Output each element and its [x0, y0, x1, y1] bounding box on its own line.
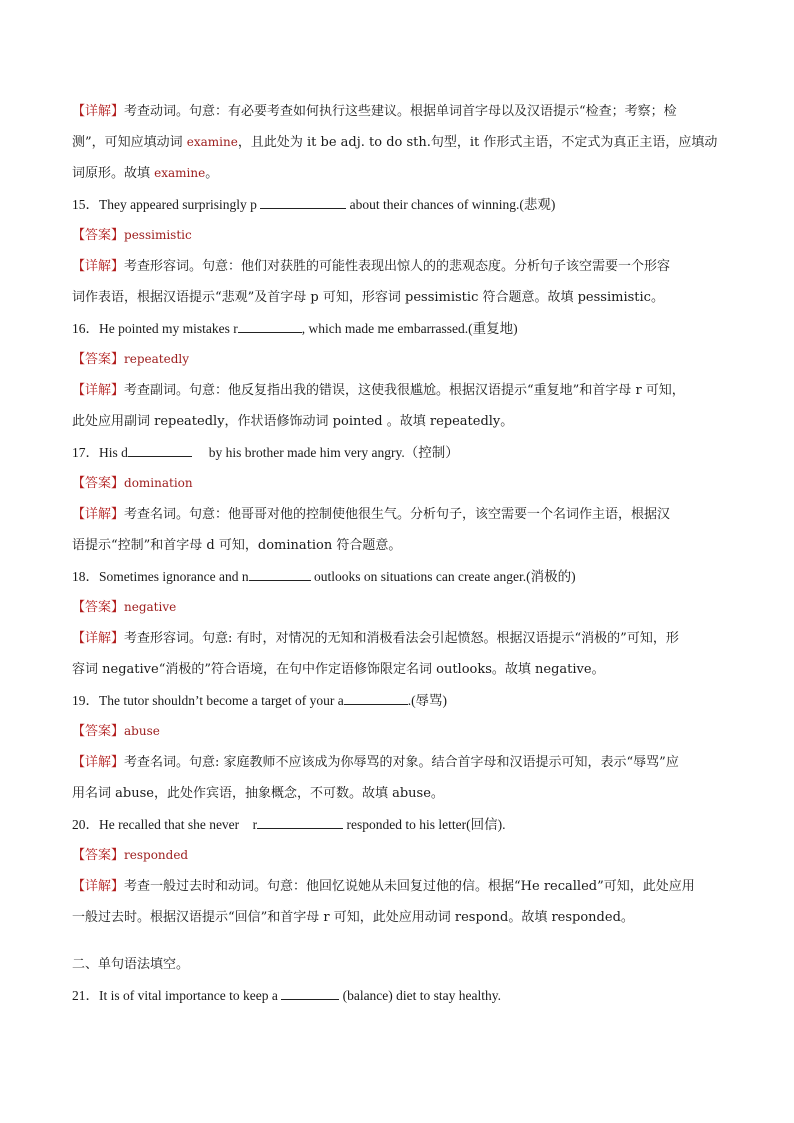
explanation-text: 考查形容词。句意: 有时，对情况的无知和消极看法会引起愤怒。根据汉语提示“消极的”可知，形 [124, 631, 679, 646]
detail-tag: 【详解】 [72, 507, 125, 522]
explanation-text: 词作表语，根据汉语提示“悲观”及首字母 p 可知，形容词 pessimistic 符合题意。故填 pessimistic。 [72, 290, 664, 305]
question-text: His d [99, 445, 128, 460]
answer-value: repeatedly [124, 352, 190, 366]
question-line [72, 685, 722, 716]
question-number: 16． [72, 321, 99, 336]
question-text: about their chances of winning.(悲观) [346, 197, 556, 212]
explanation-text: ，且此处为 it be adj. to do sth.句型，it 作形式主语，不定式为真正主语，应填动 [237, 135, 718, 150]
question-text: .(辱骂) [407, 693, 448, 708]
question-line [72, 809, 722, 840]
explanation-line [72, 251, 722, 282]
detail-tag: 【详解】 [72, 755, 125, 770]
explanation-text: 考查名词。句意：他哥哥对他的控制使他很生气。分析句子，该空需要一个名词作主语，根据汉 [124, 507, 671, 522]
explanation-text: 考查副词。句意：他反复指出我的错误，这使我很尴尬。根据汉语提示“重复地”和首字母 r 可知， [124, 383, 685, 398]
explanation-text: 此处应用副词 repeatedly，作状语修饰动词 pointed 。故填 repeatedly。 [72, 414, 514, 429]
explanation-text: 测”，可知应填动词 [72, 135, 187, 150]
question-text: (balance) diet to stay healthy. [339, 988, 502, 1003]
explanation-line [72, 96, 722, 127]
answer-tag: 【答案】 [72, 848, 125, 863]
detail-tag: 【详解】 [72, 631, 125, 646]
answer-line [72, 716, 722, 747]
explanation-text: 词原形。故填 [72, 166, 155, 181]
question-text: They appeared surprisingly p [99, 197, 261, 212]
answer-blank [249, 567, 311, 581]
explanation-text: 考查动词。句意：有必要考查如何执行这些建议。根据单词首字母以及汉语提示“检查；考察；检 [124, 104, 677, 119]
question-number: 19． [72, 693, 99, 708]
answer-value: domination [124, 476, 193, 490]
answer-blank [281, 986, 339, 1000]
question-line [72, 437, 722, 468]
answer-line [72, 220, 722, 251]
answer-tag: 【答案】 [72, 724, 125, 739]
explanation-line [72, 871, 722, 902]
answer-line [72, 468, 722, 499]
explanation-line [72, 158, 722, 189]
answer-line [72, 840, 722, 871]
answer-blank [257, 815, 343, 829]
explanation-text: 。 [205, 166, 219, 181]
answer-tag: 【答案】 [72, 352, 125, 367]
question-text: Sometimes ignorance and n [99, 569, 249, 584]
question-number: 20． [72, 817, 99, 832]
question-line [72, 189, 722, 220]
explanation-text: 考查形容词。句意：他们对获胜的可能性表现出惊人的的悲观态度。分析句子该空需要一个形容 [124, 259, 671, 274]
explanation-line [72, 902, 722, 933]
question-text: He recalled that she never r [99, 817, 258, 832]
explanation-line [72, 375, 722, 406]
question-number: 17． [72, 445, 99, 460]
answer-blank [344, 691, 408, 705]
section-spacer [72, 933, 722, 949]
question-number: 18． [72, 569, 99, 584]
question-line [72, 313, 722, 344]
explanation-line [72, 747, 722, 778]
answer-word: examine [186, 135, 238, 149]
answer-line [72, 592, 722, 623]
answer-tag: 【答案】 [72, 228, 125, 243]
answer-value: abuse [124, 724, 160, 738]
explanation-line [72, 623, 722, 654]
detail-tag: 【详解】 [72, 879, 125, 894]
explanation-text: 一般过去时。根据汉语提示“回信”和首字母 r 可知，此处应用动词 respond。故填 responded。 [72, 910, 634, 925]
explanation-line [72, 406, 722, 437]
question-line [72, 561, 722, 592]
answer-blank [128, 443, 192, 457]
explanation-text: 容词 negative“消极的”符合语境，在句中作定语修饰限定名词 outlooks。故填 negative。 [72, 662, 605, 677]
question-number: 15． [72, 197, 99, 212]
question-number: 21． [72, 988, 99, 1003]
answer-tag: 【答案】 [72, 600, 125, 615]
explanation-line [72, 778, 722, 809]
document-page [72, 96, 722, 1011]
answer-tag: 【答案】 [72, 476, 125, 491]
section-heading: 二、单句语法填空。 [72, 957, 190, 972]
explanation-line [72, 654, 722, 685]
answer-value: pessimistic [124, 228, 192, 242]
answer-line [72, 344, 722, 375]
question-text: by his brother made him very angry.（控制） [191, 445, 459, 460]
explanation-line [72, 127, 722, 158]
explanation-text: 用名词 abuse，此处作宾语，抽象概念，不可数。故填 abuse。 [72, 786, 444, 801]
detail-tag: 【详解】 [72, 383, 125, 398]
answer-word: examine [154, 166, 206, 180]
detail-tag: 【详解】 [72, 259, 125, 274]
explanation-line [72, 499, 722, 530]
detail-tag: 【详解】 [72, 104, 125, 119]
question-line [72, 980, 722, 1011]
question-text: It is of vital importance to keep a [99, 988, 282, 1003]
explanation-line [72, 530, 722, 561]
explanation-text: 语提示“控制”和首字母 d 可知，domination 符合题意。 [72, 538, 402, 553]
explanation-text: 考查一般过去时和动词。句意：他回忆说她从未回复过他的信。根据“He recalled”可知，此处应用 [124, 879, 695, 894]
question-text: He pointed my mistakes r [99, 321, 238, 336]
question-text: outlooks on situations can create anger.(消极的) [310, 569, 576, 584]
answer-blank [260, 195, 346, 209]
question-text: , which made me embarrassed.(重复地) [301, 321, 518, 336]
explanation-line [72, 282, 722, 313]
answer-value: negative [124, 600, 177, 614]
explanation-text: 考查名词。句意: 家庭教师不应该成为你辱骂的对象。结合首字母和汉语提示可知，表示“辱骂”应 [124, 755, 679, 770]
question-text: responded to his letter(回信). [343, 817, 506, 832]
answer-value: responded [124, 848, 189, 862]
question-text: The tutor shouldn’t become a target of your a [99, 693, 344, 708]
answer-blank [238, 319, 302, 333]
